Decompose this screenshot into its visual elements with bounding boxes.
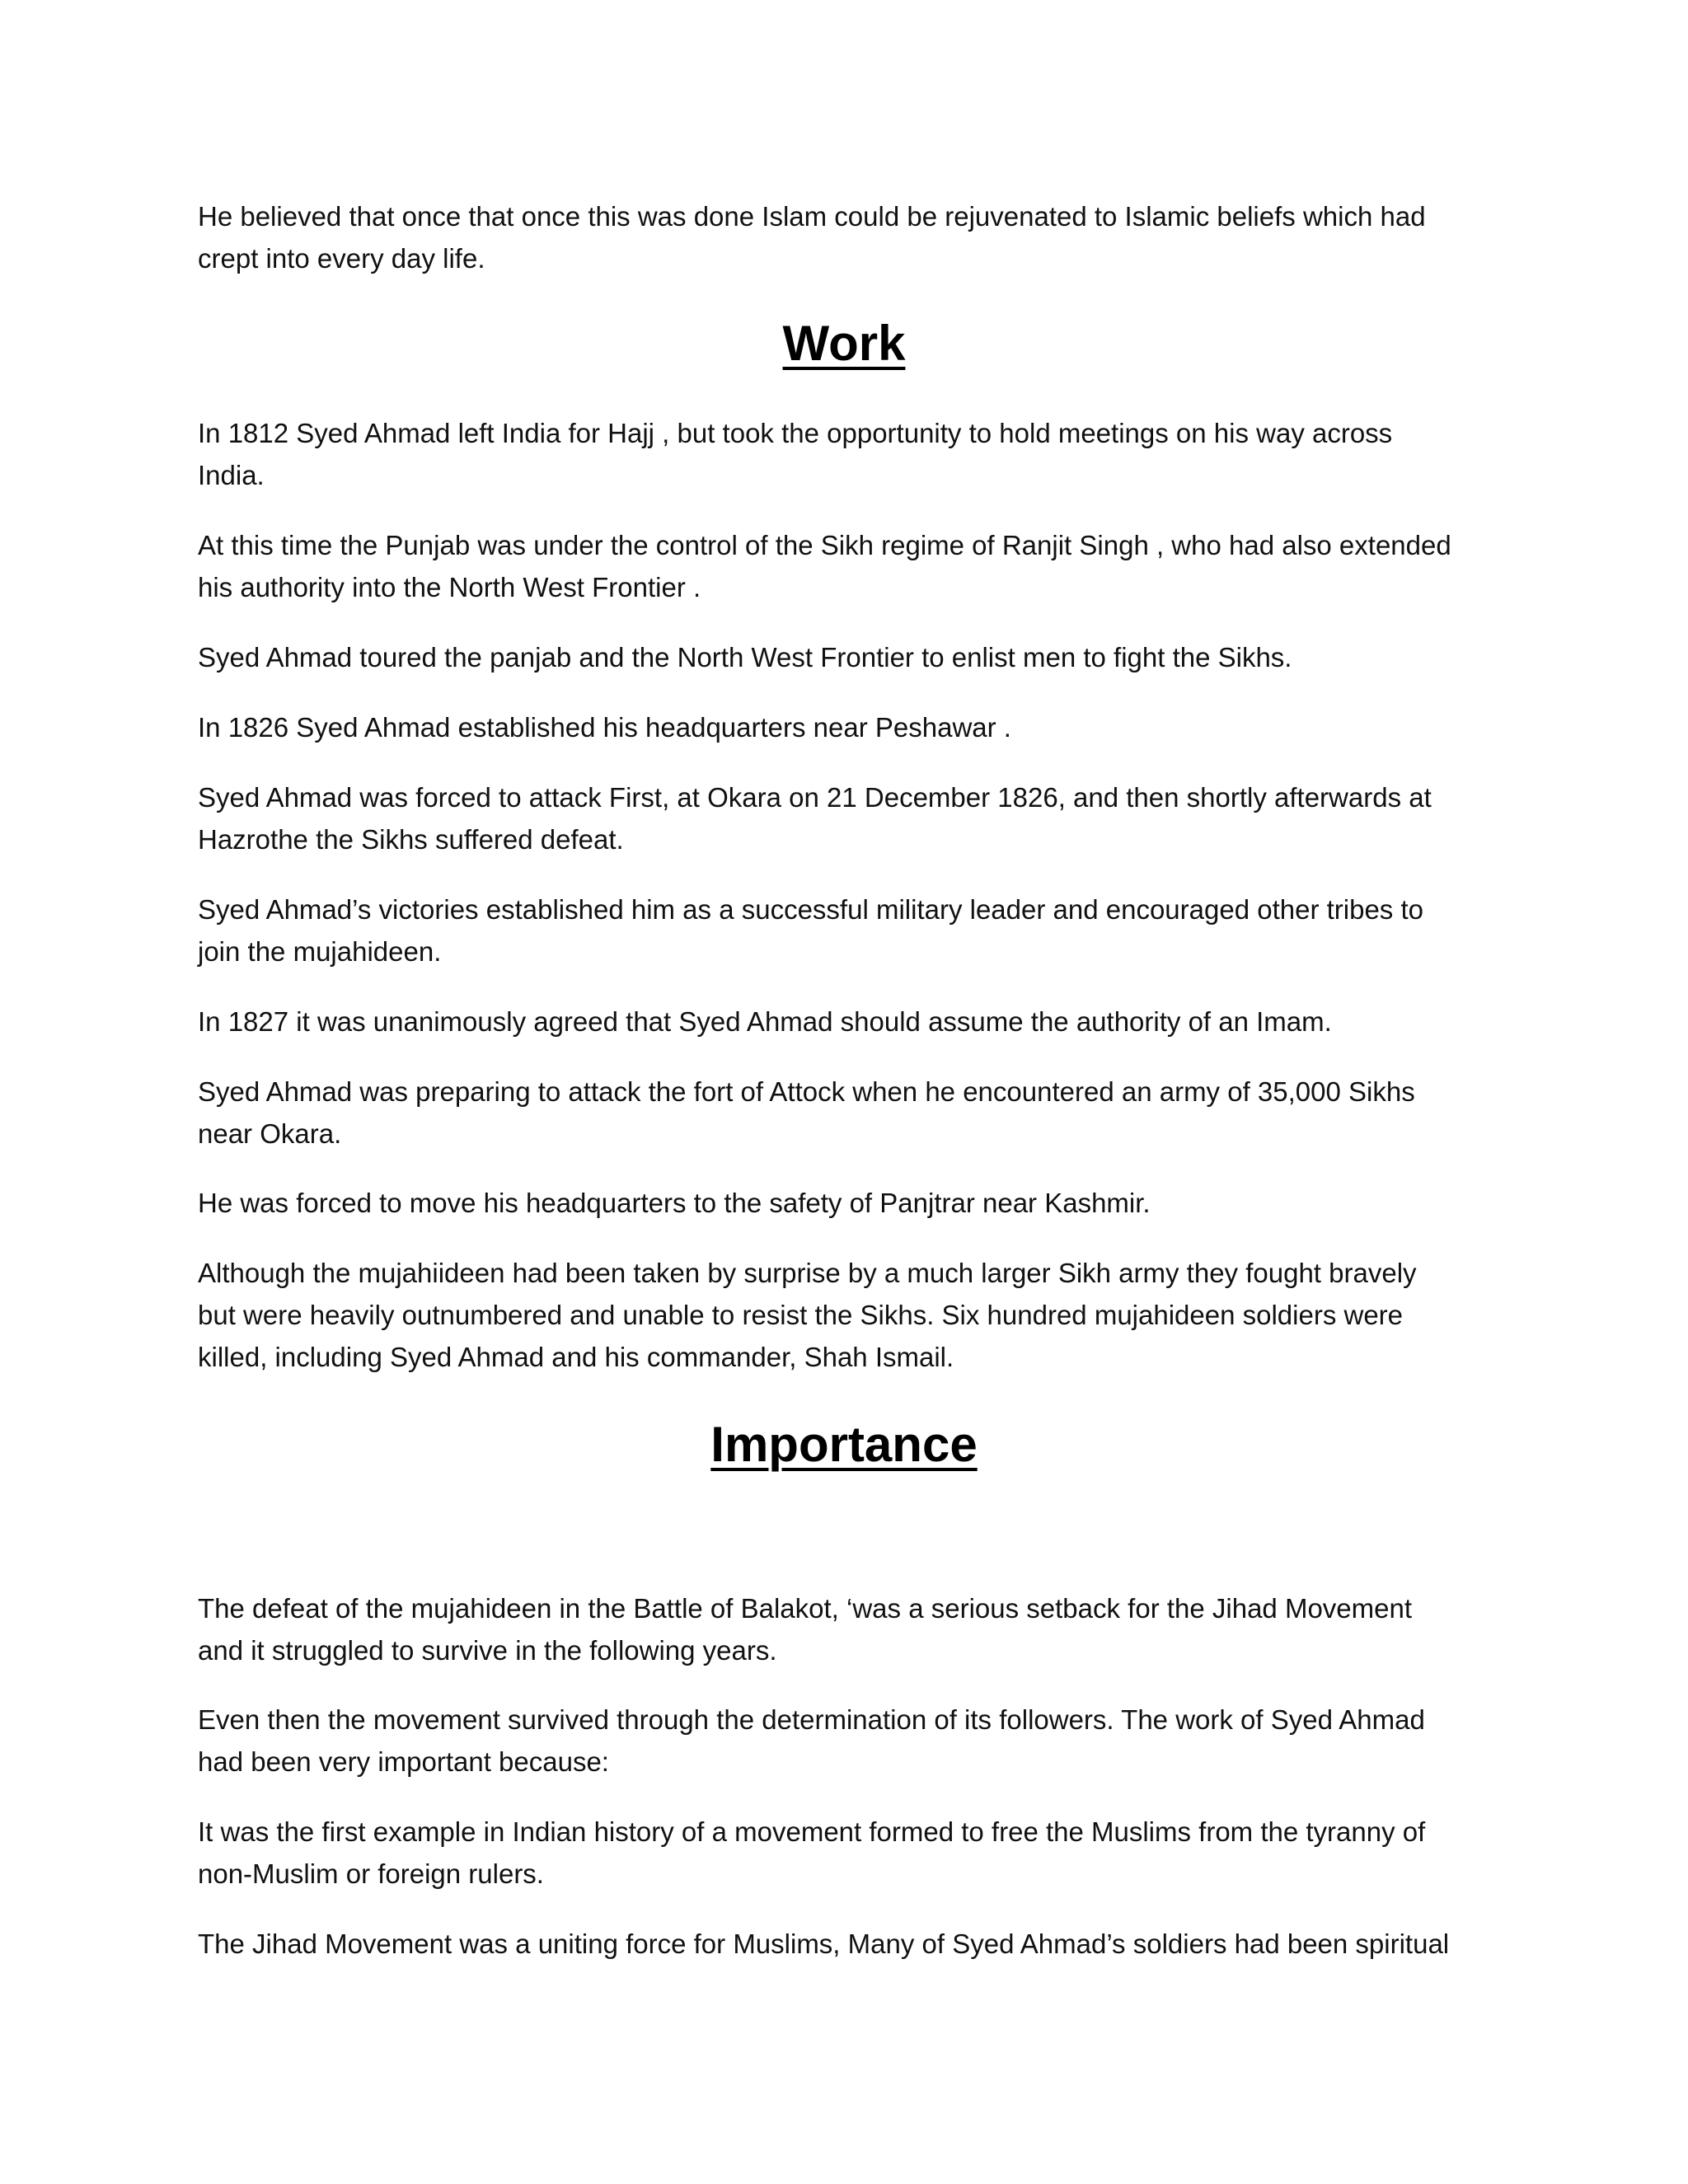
paragraph-line: Syed Ahmad was preparing to attack the fort of Attock when he encountered an army of 35,000 Sikhs <box>198 1076 1415 1107</box>
paragraph-intro <box>198 195 1490 279</box>
paragraph-punjab <box>198 524 1490 608</box>
paragraph-panjtrar <box>198 1182 1490 1224</box>
paragraph-line: Syed Ahmad was forced to attack First, at Okara on 21 December 1826, and then shortly afterwards at <box>198 782 1432 813</box>
paragraph-line: his authority into the North West Frontier . <box>198 572 701 602</box>
paragraph-line: and it struggled to survive in the following years. <box>198 1635 777 1666</box>
section-heading-work: Work <box>782 316 906 371</box>
paragraph-line: killed, including Syed Ahmad and his commander, Shah Ismail. <box>198 1342 954 1372</box>
paragraph-defeat <box>198 1587 1490 1671</box>
paragraph-line: non-Muslim or foreign rulers. <box>198 1858 544 1889</box>
paragraph-line: Even then the movement survived through the determination of its followers. The work of Syed Ahmad <box>198 1704 1425 1735</box>
section-heading-importance: Importance <box>710 1417 978 1472</box>
paragraph-imam <box>198 1001 1490 1043</box>
paragraph-balakot-battle <box>198 1252 1490 1378</box>
paragraph-victories <box>198 888 1490 972</box>
paragraph-line: Hazrothe the Sikhs suffered defeat. <box>198 824 624 855</box>
paragraph-tour <box>198 636 1490 678</box>
paragraph-line: It was the first example in Indian history of a movement formed to free the Muslims from the tyranny of <box>198 1816 1426 1847</box>
paragraph-line: At this time the Punjab was under the control of the Sikh regime of Ranjit Singh , who had also extended <box>198 530 1451 560</box>
paragraph-line: In 1827 it was unanimously agreed that Syed Ahmad should assume the authority of an Imam. <box>198 1006 1332 1037</box>
paragraph-line: He was forced to move his headquarters to the safety of Panjtrar near Kashmir. <box>198 1188 1151 1218</box>
paragraph-attock <box>198 1071 1490 1155</box>
paragraph-line: join the mujahideen. <box>198 936 442 967</box>
paragraph-line: India. <box>198 460 265 490</box>
paragraph-line: had been very important because: <box>198 1746 609 1777</box>
paragraph-uniting-force <box>198 1923 1490 1965</box>
paragraph-line: In 1826 Syed Ahmad established his headquarters near Peshawar . <box>198 712 1011 743</box>
paragraph-line: The defeat of the mujahideen in the Battle of Balakot, ‘was a serious setback for the Jihad Movement <box>198 1593 1413 1624</box>
paragraph-line: He believed that once that once this was done Islam could be rejuvenated to Islamic beliefs which had <box>198 201 1426 232</box>
paragraph-line: Syed Ahmad’s victories established him as a successful military leader and encouraged other tribes to <box>198 894 1423 925</box>
paragraph-first-example <box>198 1811 1490 1895</box>
paragraph-line: The Jihad Movement was a uniting force for Muslims, Many of Syed Ahmad’s soldiers had been spiritual <box>198 1929 1450 1959</box>
paragraph-line: Syed Ahmad toured the panjab and the North West Frontier to enlist men to fight the Sikhs. <box>198 642 1292 673</box>
paragraph-okara-attack <box>198 776 1490 860</box>
paragraph-survival <box>198 1699 1490 1783</box>
paragraph-hajj <box>198 412 1490 496</box>
paragraph-line: crept into every day life. <box>198 243 485 274</box>
paragraph-line: but were heavily outnumbered and unable to resist the Sikhs. Six hundred mujahideen soldiers were <box>198 1300 1404 1330</box>
paragraph-line: near Okara. <box>198 1118 342 1149</box>
paragraph-headquarters <box>198 706 1490 748</box>
paragraph-line: In 1812 Syed Ahmad left India for Hajj , but took the opportunity to hold meetings on his way across <box>198 418 1393 448</box>
paragraph-line: Although the mujahiideen had been taken by surprise by a much larger Sikh army they fought bravely <box>198 1258 1417 1288</box>
